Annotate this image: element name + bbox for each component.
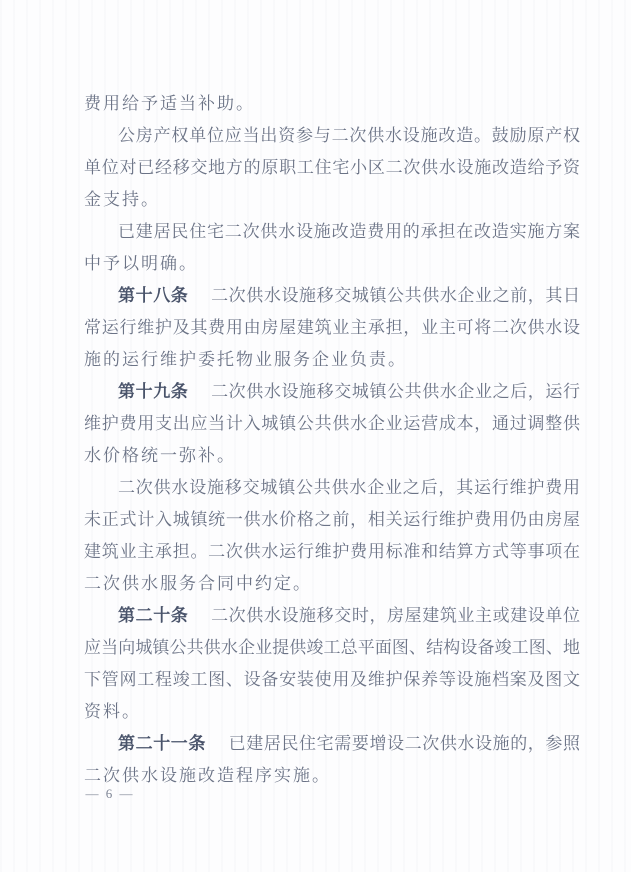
article-number: 第十九条 (118, 382, 189, 401)
text-line (84, 696, 580, 728)
text-line (84, 472, 580, 504)
line-text: 二次供水设施移交时，房屋建筑业主或建设单位 (210, 606, 581, 625)
text-line (84, 152, 580, 184)
text-line (84, 760, 580, 792)
document-body (84, 88, 580, 792)
text-line (84, 216, 580, 248)
line-text: 下管网工程竣工图、设备安装使用及维护保养等设施档案及图文 (84, 670, 580, 689)
text-line (84, 376, 580, 408)
text-line (84, 344, 580, 376)
line-text: 单位对已经移交地方的原职工住宅小区二次供水设施改造给予资 (84, 158, 580, 177)
text-line (84, 120, 580, 152)
text-line (84, 248, 580, 280)
text-line (84, 280, 580, 312)
text-line (84, 312, 580, 344)
line-text: 水价格统一弥补。 (84, 446, 236, 465)
text-line (84, 440, 580, 472)
line-text: 二次供水设施改造程序实施。 (84, 766, 331, 785)
line-text: 二次供水设施移交城镇公共供水企业之后，其运行维护费用 (118, 478, 580, 497)
line-text: 费用给予适当补助。 (84, 94, 255, 113)
line-text: 二次供水设施移交城镇公共供水企业之前，其日 (210, 286, 581, 305)
line-text: 未正式计入城镇统一供水价格之前，相关运行维护费用仍由房屋 (84, 510, 580, 529)
line-text: 二次供水服务合同中约定。 (84, 574, 312, 593)
page-number: — 6 — (85, 786, 135, 801)
line-text: 金支持。 (84, 190, 160, 209)
line-text: 维护费用支出应当计入城镇公共供水企业运营成本，通过调整供 (84, 414, 580, 433)
text-line (84, 632, 580, 664)
line-text: 已建居民住宅需要增设二次供水设施的，参照 (228, 734, 581, 753)
text-line (84, 568, 580, 600)
line-text: 应当向城镇公共供水企业提供竣工总平面图、结构设备竣工图、地 (84, 638, 580, 657)
article-number: 第十八条 (118, 286, 189, 305)
text-line (84, 536, 580, 568)
text-line (84, 600, 580, 632)
article-number: 第二十一条 (118, 734, 206, 753)
line-text: 二次供水设施移交城镇公共供水企业之后，运行 (210, 382, 581, 401)
line-text: 建筑业主承担。二次供水运行维护费用标准和结算方式等事项在 (84, 542, 580, 561)
text-line (84, 184, 580, 216)
line-text: 资料。 (84, 702, 141, 721)
text-line (84, 504, 580, 536)
text-line (84, 728, 580, 760)
line-text: 公房产权单位应当出资参与二次供水设施改造。鼓励原产权 (118, 126, 580, 145)
text-line (84, 664, 580, 696)
text-line (84, 408, 580, 440)
text-line (84, 88, 580, 120)
line-text: 常运行维护及其费用由房屋建筑业主承担，业主可将二次供水设 (84, 318, 580, 337)
article-number: 第二十条 (118, 606, 189, 625)
line-text: 施的运行维护委托物业服务企业负责。 (84, 350, 407, 369)
line-text: 已建居民住宅二次供水设施改造费用的承担在改造实施方案 (118, 222, 580, 241)
line-text: 中予以明确。 (84, 254, 198, 273)
